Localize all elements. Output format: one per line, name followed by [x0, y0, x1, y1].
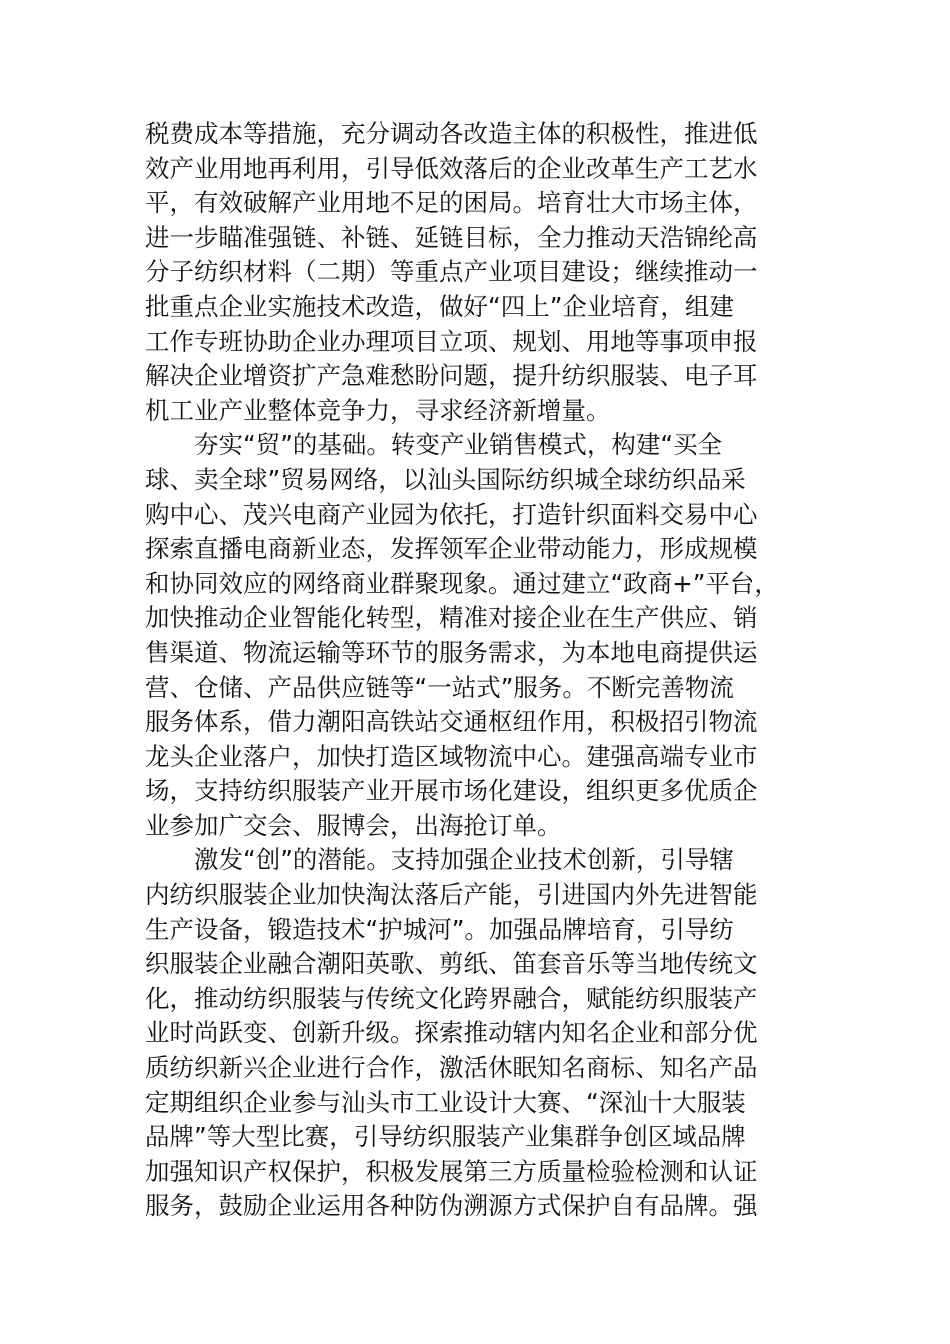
text-line: 机工业产业整体竞争力，寻求经济新增量。 [145, 395, 611, 425]
text-line: 营、仓储、产品供应链等“一站式”服务。不断完善物流 [145, 672, 734, 702]
text-line: 业时尚跃变、创新升级。探索推动辖内知名企业和部分优 [145, 1018, 758, 1048]
text-line: 服务，鼓励企业运用各种防伪溯源方式保护自有品牌。强 [145, 1191, 758, 1221]
text-line: 售渠道、物流运输等环节的服务需求，为本地电商提供运 [145, 637, 758, 667]
text-line: 和协同效应的网络商业群聚现象。通过建立“政商+”平台， [145, 568, 779, 598]
text-line: 加强知识产权保护，积极发展第三方质量检验检测和认证 [145, 1156, 758, 1186]
text-line: 服务体系，借力潮阳高铁站交通枢纽作用，积极招引物流 [145, 707, 758, 737]
text-line: 分子纺织材料（二期）等重点产业项目建设；继续推动一 [145, 257, 758, 287]
document-page [145, 117, 815, 1224]
text-line: 批重点企业实施技术改造，做好“四上”企业培育，组建 [145, 291, 734, 321]
text-line: 球、卖全球”贸易网络，以汕头国际纺织城全球纺织品采 [145, 464, 746, 494]
text-line: 进一步瞄准强链、补链、延链目标，全力推动天浩锦纶高 [145, 222, 758, 252]
text-line: 定期组织企业参与汕头市工业设计大赛、“深汕十大服装 [145, 1087, 746, 1117]
text-line: 效产业用地再利用，引导低效落后的企业改革生产工艺水 [145, 153, 758, 183]
text-line: 场，支持纺织服装产业开展市场化建设，组织更多优质企 [145, 776, 758, 806]
text-line: 激发“创”的潜能。支持加强企业技术创新，引导辖 [145, 845, 734, 875]
text-line: 质纺织新兴企业进行合作，激活休眠知名商标、知名产品 [145, 1053, 758, 1083]
text-line: 织服装企业融合潮阳英歌、剪纸、笛套音乐等当地传统文 [145, 949, 758, 979]
text-line: 生产设备，锻造技术“护城河”。加强品牌培育，引导纺 [145, 914, 734, 944]
text-line: 解决企业增资扩产急难愁盼问题，提升纺织服装、电子耳 [145, 361, 758, 391]
text-line: 夯实“贸”的基础。转变产业销售模式，构建“买全 [145, 430, 723, 460]
text-line: 工作专班协助企业办理项目立项、规划、用地等事项申报 [145, 326, 758, 356]
text-line: 加快推动企业智能化转型，精准对接企业在生产供应、销 [145, 603, 758, 633]
text-line: 内纺织服装企业加快淘汰落后产能，引进国内外先进智能 [145, 880, 758, 910]
text-line: 探索直播电商新业态，发挥领军企业带动能力，形成规模 [145, 534, 758, 564]
text-line: 龙头企业落户，加快打造区域物流中心。建强高端专业市 [145, 741, 758, 771]
text-line: 购中心、茂兴电商产业园为依托，打造针织面料交易中心 [145, 499, 758, 529]
text-line: 化，推动纺织服装与传统文化跨界融合，赋能纺织服装产 [145, 983, 758, 1013]
text-line: 业参加广交会、服博会，出海抢订单。 [145, 810, 562, 840]
text-line: 平，有效破解产业用地不足的困局。培育壮大市场主体， [145, 188, 758, 218]
text-line: 税费成本等措施，充分调动各改造主体的积极性，推进低 [145, 119, 758, 148]
text-line: 品牌”等大型比赛，引导纺织服装产业集群争创区域品牌 [145, 1122, 746, 1152]
